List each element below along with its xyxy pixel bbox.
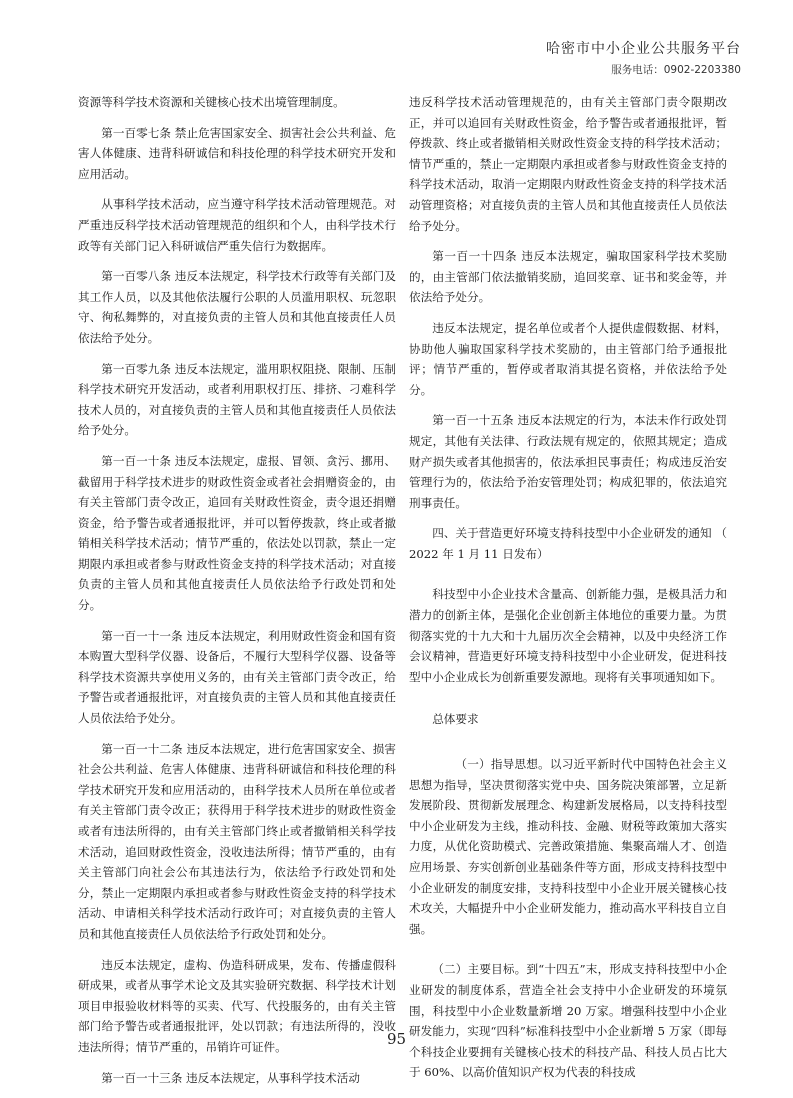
paragraph: 违反本法规定，虚构、伪造科研成果，发布、传播虚假科研成果，或者从事学术论文及其实验研究数据、科学技术计划项目申报验收材料等的买卖、代写、代投服务的，由有关主管部门给予警告或者通报批评，处以罚款；有违法所得的，没收违法所得；情节严重的，吊销许可证件。: [78, 957, 396, 1054]
paragraph: 资源等科学技术资源和关键核心技术出境管理制度。: [78, 95, 345, 109]
paragraph: （一）指导思想。以习近平新时代中国特色社会主义思想为指导，坚决贯彻落实党中央、国务院决策部署，立足新发展阶段、贯彻新发展理念、构建新发展格局，以支持科技型中小企业研发为主线，推动科技、金融、财税等政策加大落实力度，从优化资助模式、完善政策措施、集聚高端人才、创造应用场景、夯实创新创业基础条件等方面，形成支持科技型中小企业研发的制度安排，支持科技型中小企业开展关键核心技术攻关，大幅提升中小企业研发能力，推动高水平科技自立自强。: [409, 757, 727, 936]
paragraph: 第一百零九条 违反本法规定，滥用职权阻挠、限制、压制科学技术研究开发活动，或者利用职权打压、排挤、刁难科学技术人员的，对直接负责的主管人员和其他直接责任人员依法给予处分。: [78, 361, 396, 438]
section-title: 四、关于营造更好环境支持科技型中小企业研发的通知 （ 2022 年 1 月 11 日发布）: [409, 526, 727, 561]
paragraph: 第一百一十四条 违反本法规定，骗取国家科学技术奖励的，由主管部门依法撤销奖励，追回奖章、证书和奖金等，并依法给予处分。: [409, 249, 727, 305]
platform-title: 哈密市中小企业公共服务平台: [546, 41, 741, 57]
paragraph: 第一百一十二条 违反本法规定，进行危害国家安全、损害社会公共利益、危害人体健康、违背科研诚信和科技伦理的科学技术研究开发和应用活动的，由科学技术人员所在单位或者有关主管部门责令改正；获得用于科学技术进步的财政性资金或者有违法所得的，由有关主管部门终止或者撤销相关科学技术活动，追回财政性资金，没收违法所得；情节严重的，由有关主管部门向社会公布其违法行为，依法给予行政处罚和处分，禁止一定期限内承担或者参与财政性资金支持的科学技术活动、申请相关科学技术活动行政许可；对直接负责的主管人员和其他直接责任人员依法给予行政处罚和处分。: [78, 741, 396, 941]
section-heading: 总体要求: [432, 712, 479, 727]
paragraph: 违反本法规定，提名单位或者个人提供虚假数据、材料，协助他人骗取国家科学技术奖励的，由主管部门给予通报批评；情节严重的，暂停或者取消其提名资格，并依法给予处分。: [409, 320, 727, 397]
paragraph: 从事科学技术活动，应当遵守科学技术活动管理规范。对严重违反科学技术活动管理规范的组织和个人，由科学技术行政等有关部门记入科研诚信严重失信行为数据库。: [78, 197, 396, 253]
page-header: [546, 38, 741, 77]
paragraph: 第一百一十条 违反本法规定，虚报、冒领、贪污、挪用、截留用于科学技术进步的财政性资金或者社会捐赠资金的，由有关主管部门责令改正，追回有关财政性资金，责令退还捐赠资金，给予警告或者通报批评，并可以暂停拨款，终止或者撤销相关科学技术活动；情节严重的，依法处以罚款，禁止一定期限内承担或者参与财政性资金支持的科学技术活动；对直接负责的主管人员和其他直接责任人员依法给予行政处罚和处分。: [78, 453, 396, 613]
paragraph: 第一百零八条 违反本法规定，科学技术行政等有关部门及其工作人员，以及其他依法履行公职的人员滥用职权、玩忽职守、徇私舞弊的，对直接负责的主管人员和其他直接责任人员依法给予处分。: [78, 269, 396, 345]
paragraph: 科技型中小企业技术含量高、创新能力强，是极具活力和潜力的创新主体，是强化企业创新主体地位的重要力量。为贯彻落实党的十九大和十九届历次全会精神，以及中央经济工作会议精神，营造更好环境支持科技型中小企业研发，促进科技型中小企业成长为创新重要发源地。现将有关事项通知如下。: [409, 587, 727, 684]
service-phone: 服务电话：0902-2203380: [611, 64, 741, 76]
paragraph: 违反科学技术活动管理规范的，由有关主管部门责令限期改正，并可以追回有关财政性资金，给予警告或者通报批评，暂停拨款、终止或者撤销相关财政性资金支持的科学技术活动；情节严重的，禁止一定期限内承担或者参与财政性资金支持的科学技术活动，取消一定期限内财政性资金支持的科学技术活动管理资格；对直接负责的主管人员和其他直接责任人员依法给予处分。: [409, 95, 727, 233]
page-number: 95: [386, 1030, 407, 1048]
paragraph: 第一百一十一条 违反本法规定，利用财政性资金和国有资本购置大型科学仪器、设备后，不履行大型科学仪器、设备等科学技术资源共享使用义务的，由有关主管部门责令改正，给予警告或者通报批评，对直接负责的主管人员和其他直接责任人员依法给予处分。: [78, 628, 396, 726]
paragraph: 第一百一十五条 违反本法规定的行为，本法未作行政处罚规定，其他有关法律、行政法规有规定的，依照其规定；造成财产损失或者其他损害的，依法承担民事责任；构成违反治安管理行为的，依法给予治安管理处罚；构成犯罪的，依法追究刑事责任。: [409, 413, 727, 510]
paragraph: 第一百零七条 禁止危害国家安全、损害社会公共利益、危害人体健康、违背科研诚信和科技伦理的科学技术研究开发和应用活动。: [78, 125, 396, 181]
paragraph: 第一百一十三条 违反本法规定，从事科学技术活动: [101, 1070, 360, 1085]
left-column: [78, 92, 396, 1098]
right-column: [409, 92, 727, 1093]
paragraph: （二）主要目标。到“十四五”末，形成支持科技型中小企业研发的制度体系，营造全社会支持中小企业研发的环境氛围，科技型中小企业数量新增 20 万家。增强科技型中小企业研发能力，实现“四科”标准科技型中小企业新增 5 万家（即每个科技企业要拥有关键核心技术的科技产品、科技人员占比大于 60%、以高价值知识产权为代表的科技成: [409, 962, 727, 1080]
